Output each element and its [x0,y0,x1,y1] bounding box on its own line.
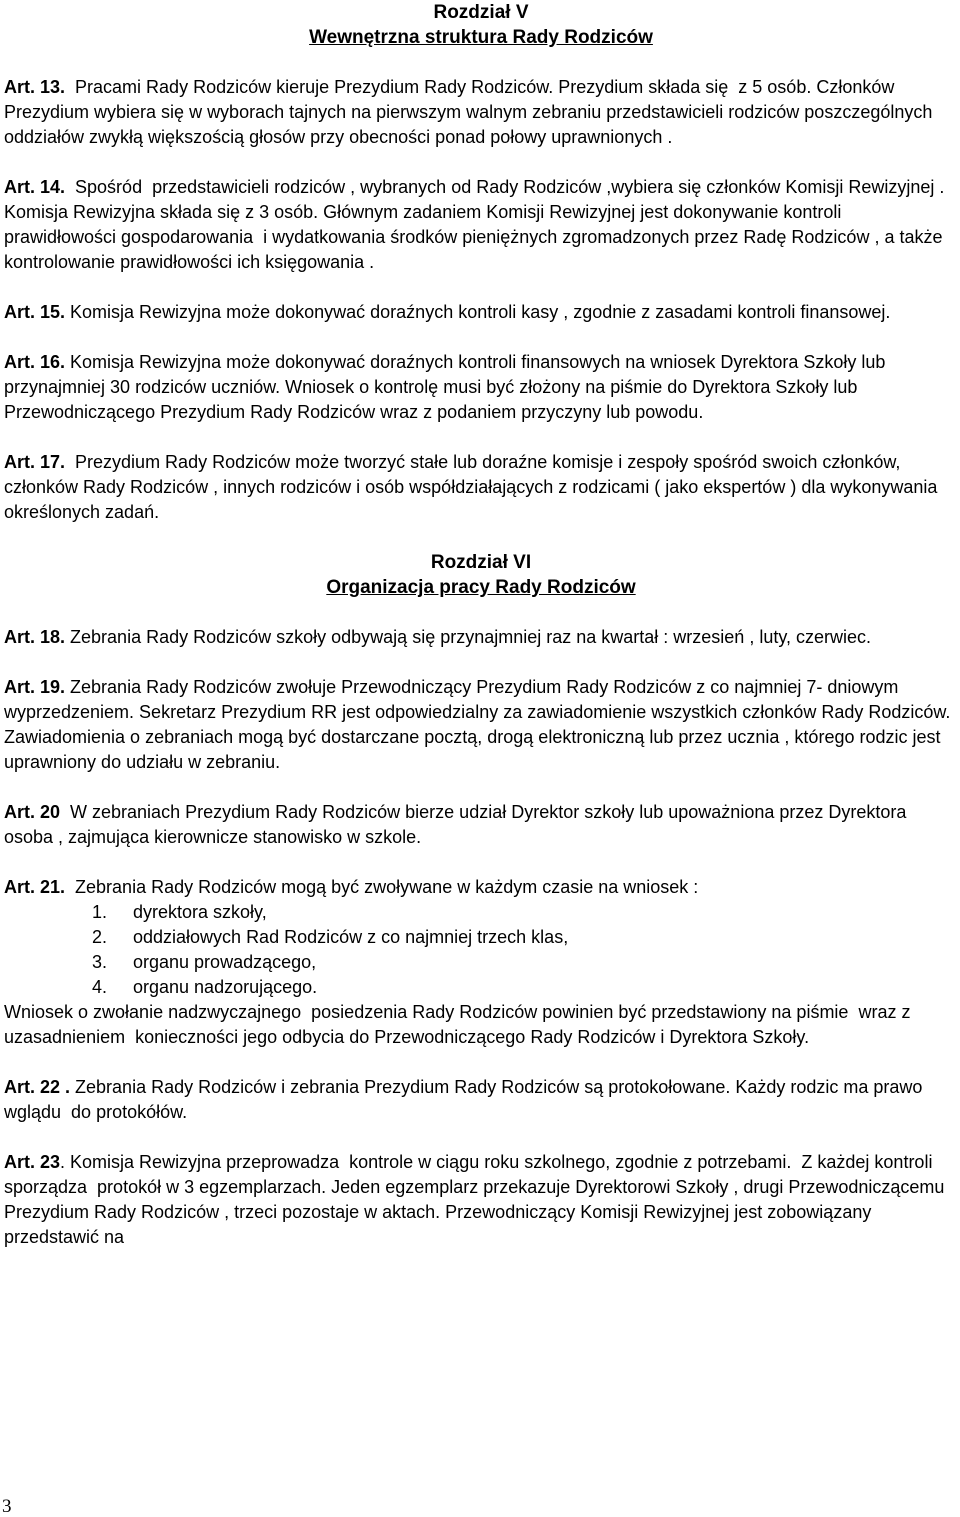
article-text: Prezydium Rady Rodziców może tworzyć stałe lub doraźne komisje i zespoły spośród swoich członków, członków Rady Rodziców , innych rodziców i osób współdziałających z rodzicami ( jako ekspertów ) dla wykonywania określonych zadań. [4,452,943,522]
numbered-list [4,900,958,1000]
spacer [4,850,958,875]
list-item-number: 3. [92,952,108,972]
spacer [4,425,958,450]
article-19 [4,675,958,775]
article-number: Art. 18. [4,627,66,647]
spacer [4,150,958,175]
article-lead [4,875,958,900]
list-item-number: 1. [92,902,108,922]
spacer [4,650,958,675]
list-item-text: organu prowadzącego, [133,952,317,972]
spacer [4,50,958,75]
article-13 [4,75,958,150]
article-text: W zebraniach Prezydium Rady Rodziców bierze udział Dyrektor szkoły lub upoważniona przez Dyrektora osoba , zajmująca kierownicze stanowisko w szkole. [4,802,912,847]
article-number: Art. 22 . [4,1077,71,1097]
list-item [4,900,958,925]
article-text: Zebrania Rady Rodziców szkoły odbywają się przynajmniej raz na kwartał : wrzesień , luty, czerwiec. [65,627,872,647]
article-15 [4,300,958,325]
list-item [4,925,958,950]
spacer [4,275,958,300]
article-16 [4,350,958,425]
article-text: Komisja Rewizyjna może dokonywać doraźnych kontroli kasy , zgodnie z zasadami kontroli finansowej. [65,302,891,322]
article-number: Art. 20 [4,802,61,822]
article-text: Pracami Rady Rodziców kieruje Prezydium Rady Rodziców. Prezydium składa się z 5 osób. Członków Prezydium wybiera się w wyborach tajnych na pierwszym walnym zebraniu przedstawicieli rodziców poszczególnych oddziałów zwykłą większością głosów przy obecności ponad połowy uprawnionych . [4,77,938,147]
article-number: Art. 13. [4,77,66,97]
article-number: Art. 21. [4,877,66,897]
chapter-title: Wewnętrzna struktura Rady Rodziców [309,27,653,48]
article-number: Art. 14. [4,177,66,197]
article-text: Zebrania Rady Rodziców zwołuje Przewodniczący Prezydium Rady Rodziców z co najmniej 7- dniowym wyprzedzeniem. Sekretarz Prezydium RR jest odpowiedzialny za zawiadomienie wszystkich członków Rady Rodziców. Zawiadomienia o zebraniach mogą być dostarczane pocztą, drogą elektroniczną lub przez ucznia , którego rodzic jest uprawniony do udziału w zebraniu. [4,677,956,772]
spacer [4,775,958,800]
chapter-heading: Rozdział VI [430,552,532,573]
list-item [4,950,958,975]
article-17 [4,450,958,525]
article-text: Zebrania Rady Rodziców mogą być zwoływane w każdym czasie na wniosek : [65,877,699,897]
article-22 [4,1075,958,1125]
list-item-number: 4. [92,977,108,997]
article-text: Spośród przedstawicieli rodziców , wybranych od Rady Rodziców ,wybiera się członków Komisji Rewizyjnej . Komisja Rewizyjna składa się z 3 osób. Głównym zadaniem Komisji Rewizyjnej jest dokonywanie kontroli prawidłowości gospodarowania i wydatkowania środków pieniężnych zgromadzonych przez Radę Rodziców , a także kontrolowanie prawidłowości ich księgowania . [4,177,950,272]
article-text: . Komisja Rewizyjna przeprowadza kontrole w ciągu roku szkolnego, zgodnie z potrzebami. Z każdej kontroli sporządza protokół w 3 egzemplarzach. Jeden egzemplarz przekazuje Dyrektorowi Szkoły , drugi Przewodniczącemu Prezydium Rady Rodziców , trzeci pozostaje w aktach. Przewodniczący Komisji Rewizyjnej jest zobowiązany przedstawić na [4,1152,950,1247]
list-item-text: oddziałowych Rad Rodziców z co najmniej trzech klas, [133,927,569,947]
article-20 [4,800,958,850]
chapter-5-header [4,0,958,50]
chapter-6-header [4,550,958,600]
spacer [4,325,958,350]
list-item-number: 2. [92,927,108,947]
article-14 [4,175,958,275]
spacer [4,1050,958,1075]
article-18 [4,625,958,650]
document-page [4,0,958,1250]
article-23 [4,1150,958,1250]
spacer [4,600,958,625]
list-item-text: dyrektora szkoły, [133,902,267,922]
page-number: 3 [2,1496,12,1517]
chapter-title: Organizacja pracy Rady Rodziców [326,577,636,598]
chapter-heading: Rozdział V [433,2,529,23]
article-text-continued: Wniosek o zwołanie nadzwyczajnego posiedzenia Rady Rodziców powinien być przedstawiony na piśmie wraz z uzasadnieniem konieczności jego odbycia do Przewodniczącego Rady Rodziców i Dyrektora Szkoły. [4,1002,931,1047]
spacer [4,525,958,550]
spacer [4,1125,958,1150]
article-21 [4,875,958,1050]
article-number: Art. 17. [4,452,66,472]
article-text: Zebrania Rady Rodziców i zebrania Prezydium Rady Rodziców są protokołowane. Każdy rodzic ma prawo wglądu do protokółów. [4,1077,928,1122]
article-number: Art. 16. [4,352,66,372]
article-number: Art. 23 [4,1152,61,1172]
article-number: Art. 19. [4,677,66,697]
list-item [4,975,958,1000]
article-number: Art. 15. [4,302,66,322]
article-text: Komisja Rewizyjna może dokonywać doraźnych kontroli finansowych na wniosek Dyrektora Szkoły lub przynajmniej 30 rodziców uczniów. Wniosek o kontrolę musi być złożony na piśmie do Dyrektora Szkoły lub Przewodniczącego Prezydium Rady Rodziców wraz z podaniem przyczyny lub powodu. [4,352,891,422]
list-item-text: organu nadzorującego. [133,977,318,997]
